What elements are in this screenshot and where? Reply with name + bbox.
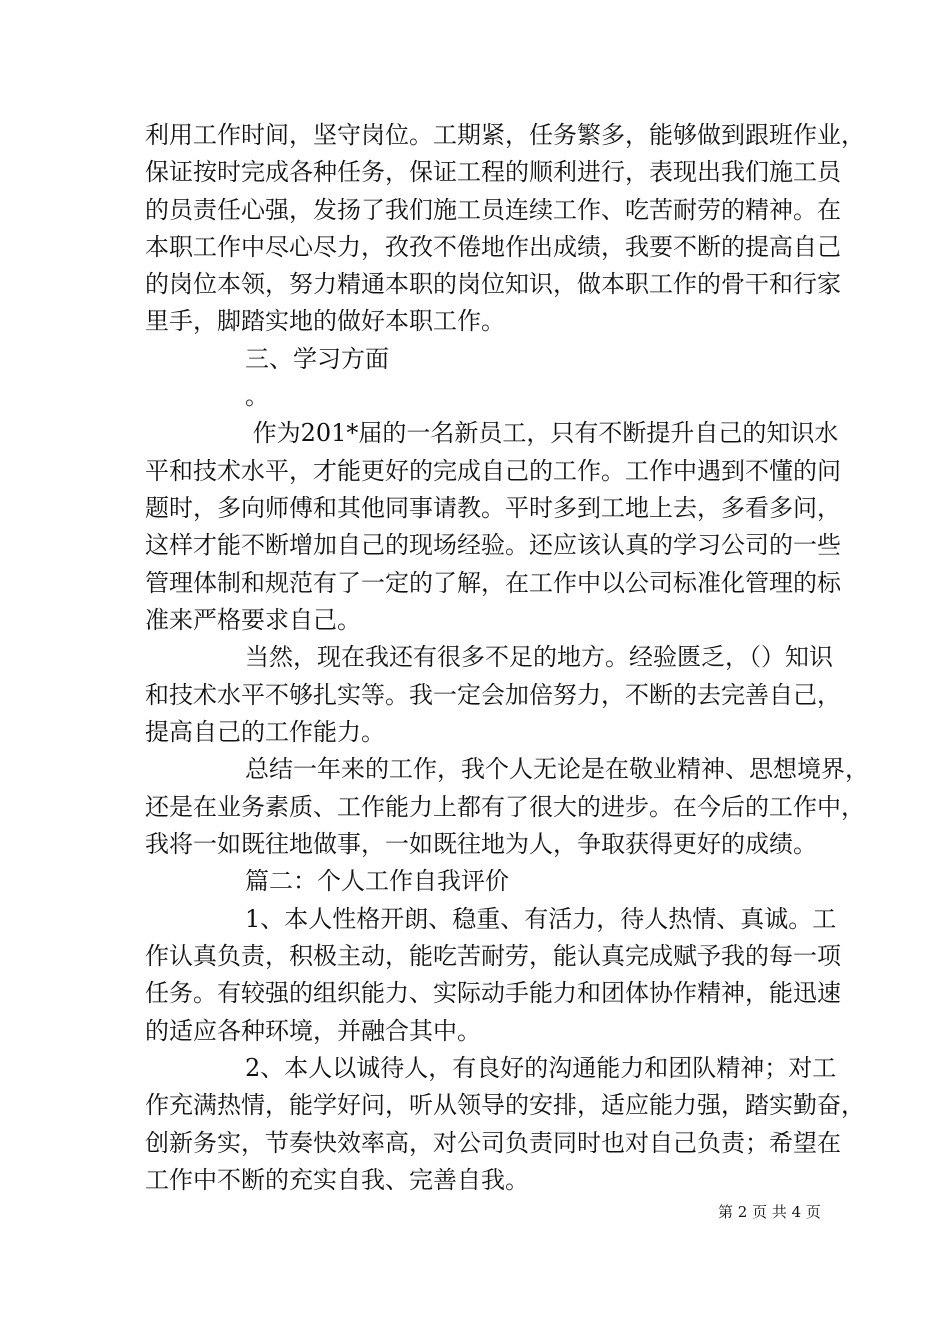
- body-line: 和技术水平不够扎实等。我一定会加倍努力，不断的去完善自己，: [145, 681, 841, 709]
- body-line: 利用工作时间，坚守岗位。工期紧，任务繁多，能够做到跟班作业，: [145, 121, 865, 149]
- body-line: 题时，多向师傅和其他同事请教。平时多到工地上去，多看多问，: [145, 494, 841, 522]
- body-line: 平和技术水平，才能更好的完成自己的工作。工作中遇到不懂的问: [145, 457, 841, 485]
- body-line: 的员责任心强，发扬了我们施工员连续工作、吃苦耐劳的精神。在: [145, 196, 841, 224]
- body-line: 作认真负责，积极主动，能吃苦耐劳，能认真完成赋予我的每一项: [145, 942, 841, 970]
- body-line: 任务。有较强的组织能力、实际动手能力和团体协作精神，能迅速: [145, 979, 841, 1007]
- body-line: 总结一年来的工作，我个人无论是在敬业精神、思想境界，: [245, 755, 869, 783]
- section-heading: 篇二：个人工作自我评价: [245, 867, 509, 895]
- body-line: 当然，现在我还有很多不足的地方。经验匮乏，（）知识: [245, 643, 833, 671]
- body-line: 准来严格要求自己。: [145, 606, 361, 634]
- body-line: 的岗位本领，努力精通本职的岗位知识，做本职工作的骨干和行家: [145, 270, 841, 298]
- section-heading: 三、学习方面: [245, 345, 389, 373]
- body-line: 作为201*届的一名新员工，只有不断提升自己的知识水: [245, 419, 839, 447]
- body-line: 本职工作中尽心尽力，孜孜不倦地作出成绩，我要不断的提高自己: [145, 233, 841, 261]
- body-line: 还是在业务素质、工作能力上都有了很大的进步。在今后的工作中，: [145, 793, 865, 821]
- body-line: 。: [245, 382, 269, 410]
- body-line: 创新务实，节奏快效率高，对公司负责同时也对自己负责；希望在: [145, 1129, 841, 1157]
- body-line: 提高自己的工作能力。: [145, 718, 385, 746]
- body-line: 保证按时完成各种任务，保证工程的顺利进行，表现出我们施工员: [145, 158, 841, 186]
- body-line: 2、本人以诚待人，有良好的沟通能力和团队精神；对工: [245, 1054, 837, 1082]
- body-line: 这样才能不断增加自己的现场经验。还应该认真的学习公司的一些: [145, 531, 841, 559]
- body-line: 里手，脚踏实地的做好本职工作。: [145, 307, 505, 335]
- body-line: 我将一如既往地做事，一如既往地为人，争取获得更好的成绩。: [145, 830, 817, 858]
- body-line: 工作中不断的充实自我、完善自我。: [145, 1166, 529, 1194]
- body-line: 1、本人性格开朗、稳重、有活力，待人热情、真诚。工: [245, 905, 837, 933]
- body-line: 的适应各种环境，并融合其中。: [145, 1017, 481, 1045]
- body-line: 管理体制和规范有了一定的了解，在工作中以公司标准化管理的标: [145, 569, 841, 597]
- page-footer: 第 2 页 共 4 页: [718, 1203, 821, 1221]
- body-line: 作充满热情，能学好问，听从领导的安排，适应能力强，踏实勤奋，: [145, 1091, 865, 1119]
